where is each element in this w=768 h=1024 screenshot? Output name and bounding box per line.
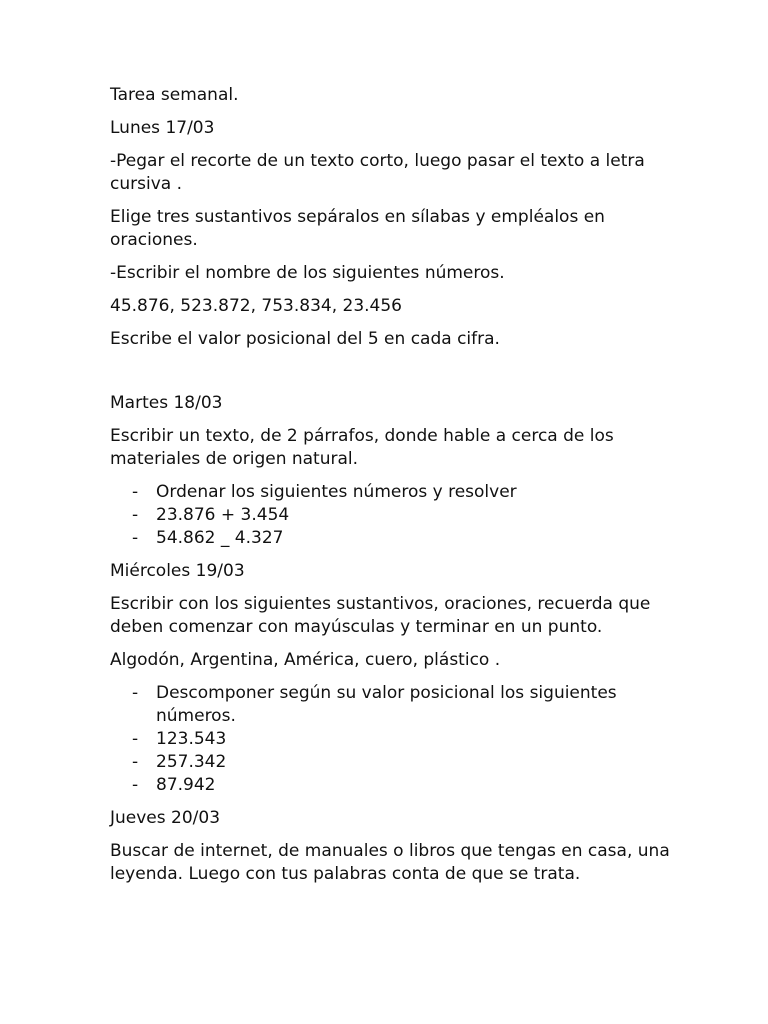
blank-line [110,361,670,392]
list-item: - 123.543 [110,728,670,751]
task-paragraph: Buscar de internet, de manuales o libros que tengas en casa, una leyenda. Luego con tus palabras conta de que se trata. [110,841,670,884]
list-item: - Ordenar los siguientes números y resolver [110,481,670,504]
day-heading-martes: Martes 18/03 [110,393,223,413]
task-paragraph: -Escribir el nombre de los siguientes números. [110,263,505,283]
document-title: Tarea semanal. [110,85,239,105]
task-list-miercoles [110,682,670,797]
task-paragraph: Escribe el valor posicional del 5 en cada cifra. [110,329,500,349]
list-item: - 54.862 _ 4.327 [110,527,670,550]
day-heading-jueves: Jueves 20/03 [110,808,221,828]
task-paragraph: 45.876, 523.872, 753.834, 23.456 [110,296,402,316]
list-item: - 257.342 [110,751,670,774]
list-item: - Descomponer según su valor posicional los siguientes números. [110,682,670,728]
list-item: - 23.876 + 3.454 [110,504,670,527]
task-paragraph: Elige tres sustantivos sepáralos en sílabas y empléalos en oraciones. [110,207,605,250]
task-paragraph: -Pegar el recorte de un texto corto, luego pasar el texto a letra cursiva . [110,151,645,194]
task-paragraph: Escribir un texto, de 2 párrafos, donde hable a cerca de los materiales de origen natural. [110,426,614,469]
document-page [110,84,670,896]
day-heading-miercoles: Miércoles 19/03 [110,561,245,581]
task-list-martes [110,481,670,550]
list-item: - 87.942 [110,774,670,797]
day-heading-lunes: Lunes 17/03 [110,118,215,138]
task-paragraph: Algodón, Argentina, América, cuero, plástico . [110,650,501,670]
task-paragraph: Escribir con los siguientes sustantivos, oraciones, recuerda que deben comenzar con mayúsculas y terminar en un punto. [110,594,651,637]
